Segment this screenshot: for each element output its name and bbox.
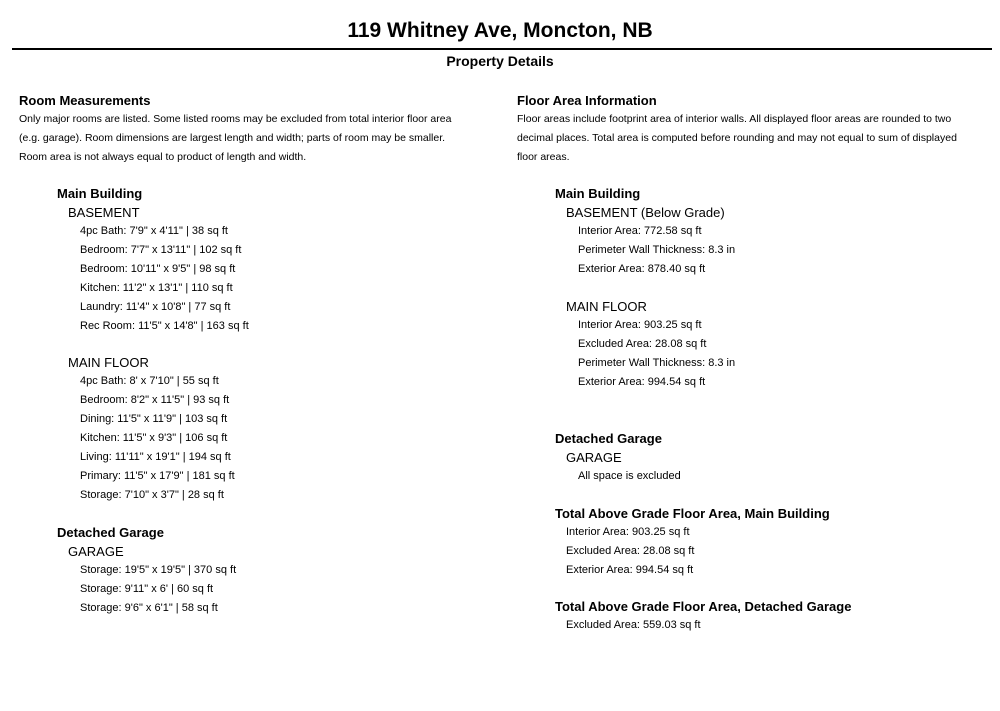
room-item: Kitchen: 11'5" x 9'3" | 106 sq ft	[80, 432, 228, 444]
level-label-garage: GARAGE	[566, 450, 622, 465]
area-item: Interior Area: 903.25 sq ft	[566, 526, 690, 538]
level-label-main-floor: MAIN FLOOR	[566, 299, 647, 314]
intro-line: decimal places. Total area is computed before rounding and may not equal to sum of displayed	[517, 132, 957, 144]
floor-area-section	[517, 92, 997, 635]
total-main-list	[566, 523, 997, 580]
area-item: Excluded Area: 559.03 sq ft	[566, 619, 701, 631]
room-item: Storage: 9'6" x 6'1" | 58 sq ft	[80, 602, 218, 614]
area-item: Perimeter Wall Thickness: 8.3 in	[578, 244, 736, 256]
room-item: Storage: 9'11" x 6' | 60 sq ft	[80, 583, 214, 595]
room-measurements-section	[19, 92, 494, 618]
level-label-garage: GARAGE	[68, 544, 124, 559]
total-main-building	[555, 504, 997, 580]
room-item: Kitchen: 11'2" x 13'1" | 110 sq ft	[80, 282, 233, 294]
area-item: Interior Area: 772.58 sq ft	[578, 225, 702, 237]
building-title: Main Building	[555, 186, 641, 201]
intro-line: (e.g. garage). Room dimensions are largest length and width; parts of room may be smaller.	[19, 132, 446, 144]
level-label-basement: BASEMENT	[68, 205, 140, 220]
building-title: Detached Garage	[57, 525, 164, 540]
main-floor-room-list	[80, 372, 494, 505]
area-item: Exterior Area: 994.54 sq ft	[566, 564, 694, 576]
area-item: Interior Area: 903.25 sq ft	[578, 319, 702, 331]
room-item: Dining: 11'5" x 11'9" | 103 sq ft	[80, 413, 228, 425]
building-title: Main Building	[57, 186, 143, 201]
total-detached-garage	[555, 597, 997, 635]
area-item: Excluded Area: 28.08 sq ft	[566, 545, 695, 557]
building-title: Detached Garage	[555, 431, 662, 446]
room-item: Bedroom: 10'11" x 9'5" | 98 sq ft	[80, 263, 236, 275]
title-divider	[12, 48, 992, 50]
total-title: Total Above Grade Floor Area, Detached Garage	[555, 599, 852, 614]
intro-line: Room area is not always equal to product of length and width.	[19, 151, 307, 163]
total-garage-list	[566, 616, 997, 635]
area-item: Excluded Area: 28.08 sq ft	[578, 338, 707, 350]
page-subtitle: Property Details	[446, 53, 554, 69]
garage-area-list	[578, 467, 997, 486]
basement-room-list	[80, 222, 494, 336]
floor-area-heading: Floor Area Information	[517, 93, 657, 108]
room-item: Laundry: 11'4" x 10'8" | 77 sq ft	[80, 301, 231, 313]
garage-room-list	[80, 561, 494, 618]
total-title: Total Above Grade Floor Area, Main Building	[555, 506, 830, 521]
area-item: Perimeter Wall Thickness: 8.3 in	[578, 357, 736, 369]
area-item: All space is excluded	[578, 470, 681, 482]
room-item: Bedroom: 7'7" x 13'11" | 102 sq ft	[80, 244, 242, 256]
intro-line: Only major rooms are listed. Some listed rooms may be excluded from total interior floor area	[19, 113, 452, 125]
main-floor-area-list	[578, 316, 997, 392]
level-label-basement: BASEMENT (Below Grade)	[566, 205, 725, 220]
area-item: Exterior Area: 878.40 sq ft	[578, 263, 706, 275]
page-title: 119 Whitney Ave, Moncton, NB	[347, 19, 653, 42]
main-building-areas	[555, 184, 997, 392]
area-item: Exterior Area: 994.54 sq ft	[578, 376, 706, 388]
main-building-rooms	[57, 184, 494, 505]
room-item: Storage: 7'10" x 3'7" | 28 sq ft	[80, 489, 224, 501]
room-item: Bedroom: 8'2" x 11'5" | 93 sq ft	[80, 394, 230, 406]
room-item: Rec Room: 11'5" x 14'8" | 163 sq ft	[80, 320, 249, 332]
basement-area-list	[578, 222, 997, 279]
detached-garage-areas	[555, 429, 997, 486]
room-item: Living: 11'11" x 19'1" | 194 sq ft	[80, 451, 231, 463]
detached-garage-rooms	[57, 523, 494, 618]
level-label-main-floor: MAIN FLOOR	[68, 355, 149, 370]
intro-line: floor areas.	[517, 151, 570, 163]
room-item: Storage: 19'5" x 19'5" | 370 sq ft	[80, 564, 237, 576]
room-item: Primary: 11'5" x 17'9" | 181 sq ft	[80, 470, 235, 482]
floor-area-intro	[517, 110, 997, 167]
room-item: 4pc Bath: 8' x 7'10" | 55 sq ft	[80, 375, 219, 387]
intro-line: Floor areas include footprint area of interior walls. All displayed floor areas are rounded to two	[517, 113, 952, 125]
room-item: 4pc Bath: 7'9" x 4'11" | 38 sq ft	[80, 225, 228, 237]
room-measurements-heading: Room Measurements	[19, 93, 151, 108]
room-measurements-intro	[19, 110, 494, 167]
